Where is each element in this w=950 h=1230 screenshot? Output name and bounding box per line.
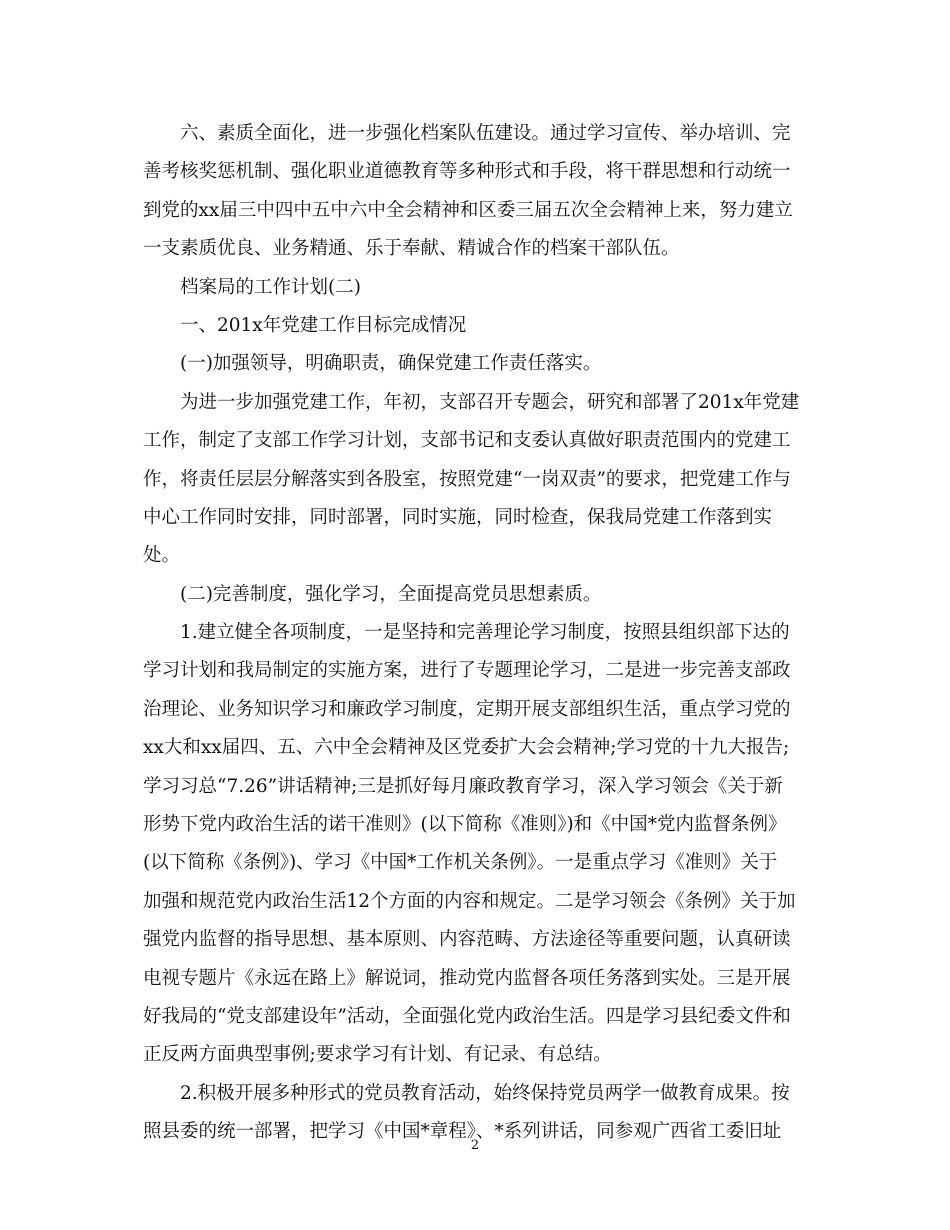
paragraph-line: 加强和规范党内政治生活12个方面的内容和规定。二是学习领会《条例》关于加	[143, 890, 796, 912]
paragraph-line: 强党内监督的指导思想、基本原则、内容范畴、方法途径等重要问题，认真研读	[143, 929, 791, 951]
subsection-heading: (一)加强领导，明确职责，确保党建工作责任落实。	[180, 353, 602, 375]
paragraph-line: 好我局的“党支部建设年”活动，全面强化党内政治生活。四是学习县纪委文件和	[143, 1005, 791, 1027]
paragraph-line: 一支素质优良、业务精通、乐于奉献、精诚合作的档案干部队伍。	[143, 238, 680, 260]
paragraph-line: 处。	[143, 545, 181, 567]
paragraph-line: xx大和xx届四、五、六中全会精神及区党委扩大会会精神;学习党的十九大报告;	[143, 737, 790, 759]
section-heading: 一、201x年党建工作目标完成情况	[180, 314, 467, 336]
paragraph-line: 照县委的统一部署，把学习《中国*章程》、*系列讲话，同参观广西省工委旧址	[143, 1121, 782, 1143]
paragraph-line: 到党的xx届三中四中五中六中全会精神和区委三届五次全会精神上来，努力建立	[143, 199, 793, 221]
paragraph-line: 中心工作同时安排，同时部署，同时实施，同时检查，保我局党建工作落到实	[143, 506, 773, 528]
paragraph-line: 学习习总“7.26”讲话精神;三是抓好每月廉政教育学习，深入学习领会《关于新	[143, 775, 783, 797]
paragraph-line: 电视专题片《永远在路上》解说词，推动党内监督各项任务落到实处。三是开展	[143, 967, 791, 989]
paragraph-line: 六、素质全面化，进一步强化档案队伍建设。通过学习宣传、举办培训、完	[180, 123, 791, 144]
paragraph-line: 善考核奖惩机制、强化职业道德教育等多种形式和手段，将干群思想和行动统一	[143, 161, 791, 183]
document-body	[143, 115, 808, 1152]
paragraph-line: 为进一步加强党建工作，年初，支部召开专题会，研究和部署了201x年党建	[180, 391, 800, 413]
paragraph-line: 治理论、业务知识学习和廉政学习制度，定期开展支部组织生活，重点学习党的	[143, 698, 791, 720]
subsection-heading: (二)完善制度，强化学习，全面提高党员思想素质。	[180, 583, 602, 605]
page-number: 2	[470, 1138, 480, 1153]
paragraph-line: 1.建立健全各项制度，一是坚持和完善理论学习制度，按照县组织部下达的	[180, 622, 790, 644]
section-title: 档案局的工作计划(二)	[180, 276, 361, 298]
paragraph-line: (以下简称《条例》)、学习《中国*工作机关条例》。一是重点学习《准则》关于	[143, 852, 778, 874]
paragraph-line: 学习计划和我局制定的实施方案，进行了专题理论学习，二是进一步完善支部政	[143, 660, 791, 682]
paragraph-line: 正反两方面典型事例;要求学习有计划、有记录、有总结。	[143, 1044, 612, 1066]
paragraph-line: 工作，制定了支部工作学习计划，支部书记和支委认真做好职责范围内的党建工	[143, 430, 791, 452]
paragraph-line: 2.积极开展多种形式的党员教育活动，始终保持党员两学一做教育成果。按	[180, 1082, 790, 1104]
paragraph-line: 作，将责任层层分解落实到各股室，按照党建“一岗双责”的要求，把党建工作与	[143, 468, 791, 490]
paragraph-line: 形势下党内政治生活的诺干准则》(以下简称《准则》)和《中国*党内监督条例》	[143, 814, 787, 836]
